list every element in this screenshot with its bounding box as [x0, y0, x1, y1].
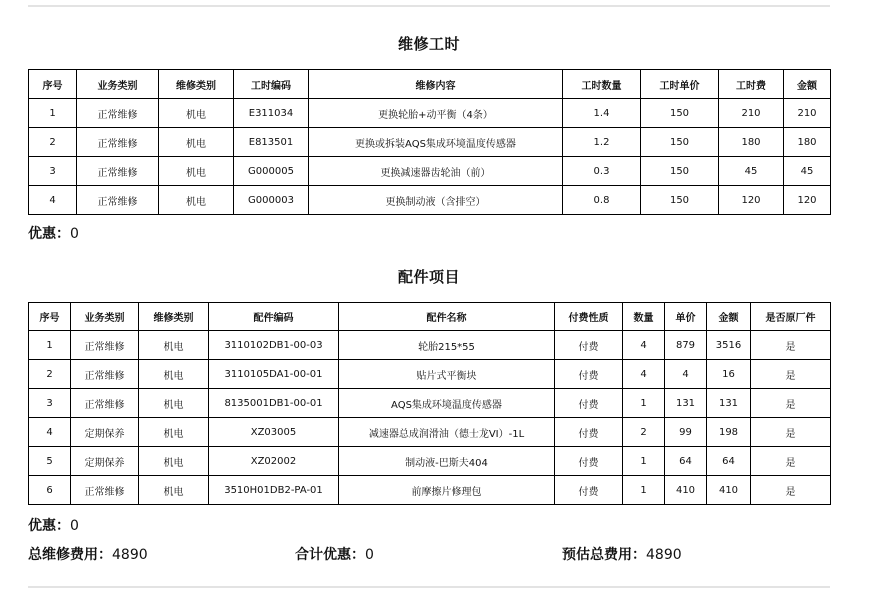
parts-table-row: [29, 360, 831, 389]
parts-table-cell: 付费: [555, 360, 623, 389]
estimated-total-label: 预估总费用：: [562, 547, 646, 563]
parts-header-row: [29, 303, 831, 331]
labor-header-cell: 工时费: [719, 70, 784, 99]
parts-table-cell: 5: [29, 447, 71, 476]
parts-table-cell: 1: [623, 476, 665, 505]
parts-table-cell: 机电: [139, 447, 209, 476]
parts-header-cell: 序号: [29, 303, 71, 331]
parts-table-cell: 8135001DB1-00-01: [209, 389, 339, 418]
parts-table-cell: 机电: [139, 389, 209, 418]
labor-table-cell: E311034: [234, 99, 309, 128]
labor-table-row: [29, 157, 831, 186]
parts-table-cell: 是: [751, 331, 831, 360]
labor-table-cell: 3: [29, 157, 77, 186]
parts-table-cell: 是: [751, 476, 831, 505]
parts-table-cell: 2: [29, 360, 71, 389]
parts-table-cell: 贴片式平衡块: [339, 360, 555, 389]
labor-table-cell: 2: [29, 128, 77, 157]
parts-table-cell: 2: [623, 418, 665, 447]
labor-table-cell: 45: [784, 157, 831, 186]
parts-discount-value: 0: [70, 518, 79, 534]
parts-discount: [28, 515, 79, 535]
labor-header-cell: 业务类别: [77, 70, 159, 99]
parts-table-cell: 付费: [555, 418, 623, 447]
labor-table-cell: 120: [784, 186, 831, 215]
labor-header-cell: 金额: [784, 70, 831, 99]
parts-table-cell: 定期保养: [71, 447, 139, 476]
labor-table-cell: 4: [29, 186, 77, 215]
labor-table-cell: 机电: [159, 157, 234, 186]
parts-header-cell: 是否原厂件: [751, 303, 831, 331]
labor-header-cell: 维修内容: [309, 70, 563, 99]
parts-table-cell: 正常维修: [71, 360, 139, 389]
bottom-divider: [28, 586, 830, 588]
labor-table-cell: 正常维修: [77, 157, 159, 186]
total-repair-label: 总维修费用：: [28, 547, 112, 563]
top-divider: [28, 5, 830, 7]
parts-table-cell: 制动液-巴斯夫404: [339, 447, 555, 476]
parts-table-cell: 4: [29, 418, 71, 447]
labor-table-row: [29, 99, 831, 128]
parts-header-cell: 付费性质: [555, 303, 623, 331]
parts-header-cell: 单价: [665, 303, 707, 331]
labor-table-cell: E813501: [234, 128, 309, 157]
labor-table-row: [29, 128, 831, 157]
labor-table-cell: 150: [641, 186, 719, 215]
labor-table-cell: 180: [784, 128, 831, 157]
labor-discount: [28, 223, 79, 243]
total-discount: [295, 544, 374, 564]
parts-table-cell: 131: [665, 389, 707, 418]
parts-table-cell: 机电: [139, 476, 209, 505]
labor-table-cell: 更换减速器齿轮油（前）: [309, 157, 563, 186]
parts-table-cell: 轮胎215*55: [339, 331, 555, 360]
labor-table-cell: 机电: [159, 186, 234, 215]
labor-table: [28, 69, 831, 215]
parts-header-cell: 业务类别: [71, 303, 139, 331]
parts-table-cell: 是: [751, 418, 831, 447]
labor-table-cell: 正常维修: [77, 99, 159, 128]
parts-table-cell: 64: [707, 447, 751, 476]
parts-table-cell: 64: [665, 447, 707, 476]
labor-header-cell: 工时编码: [234, 70, 309, 99]
labor-header-cell: 序号: [29, 70, 77, 99]
parts-discount-label: 优惠：: [28, 518, 70, 534]
labor-table-cell: 210: [719, 99, 784, 128]
parts-table-cell: 机电: [139, 360, 209, 389]
parts-table-cell: 4: [665, 360, 707, 389]
labor-table-cell: 150: [641, 128, 719, 157]
total-repair-value: 4890: [112, 547, 148, 563]
parts-table-cell: 付费: [555, 389, 623, 418]
labor-table-cell: 1: [29, 99, 77, 128]
labor-table-cell: 正常维修: [77, 186, 159, 215]
total-discount-label: 合计优惠：: [295, 547, 365, 563]
estimated-total: [562, 544, 682, 564]
parts-table-cell: 6: [29, 476, 71, 505]
parts-header-cell: 配件编码: [209, 303, 339, 331]
labor-table-cell: 1.4: [563, 99, 641, 128]
parts-table-cell: 付费: [555, 331, 623, 360]
parts-table-cell: 16: [707, 360, 751, 389]
parts-table-cell: 是: [751, 360, 831, 389]
parts-table-cell: 机电: [139, 331, 209, 360]
labor-table-cell: 0.3: [563, 157, 641, 186]
parts-table-cell: 198: [707, 418, 751, 447]
parts-table-row: [29, 331, 831, 360]
labor-table-cell: 机电: [159, 128, 234, 157]
labor-table-cell: 正常维修: [77, 128, 159, 157]
parts-header-cell: 数量: [623, 303, 665, 331]
total-repair-cost: [28, 544, 148, 564]
parts-header-cell: 维修类别: [139, 303, 209, 331]
labor-table-cell: 45: [719, 157, 784, 186]
labor-table-cell: 180: [719, 128, 784, 157]
parts-table-cell: 付费: [555, 447, 623, 476]
parts-table-cell: 正常维修: [71, 476, 139, 505]
labor-table-cell: 更换制动液（含排空）: [309, 186, 563, 215]
parts-table-cell: 1: [623, 447, 665, 476]
labor-table-cell: 120: [719, 186, 784, 215]
parts-table-cell: 机电: [139, 418, 209, 447]
labor-header-cell: 工时单价: [641, 70, 719, 99]
labor-table-row: [29, 186, 831, 215]
labor-table-cell: 机电: [159, 99, 234, 128]
labor-table-cell: 1.2: [563, 128, 641, 157]
labor-section-title: 维修工时: [397, 35, 460, 53]
parts-table-cell: 4: [623, 331, 665, 360]
labor-header-cell: 工时数量: [563, 70, 641, 99]
parts-table-cell: 正常维修: [71, 389, 139, 418]
labor-table-cell: 0.8: [563, 186, 641, 215]
parts-table-cell: XZ03005: [209, 418, 339, 447]
parts-table-cell: 4: [623, 360, 665, 389]
labor-discount-value: 0: [70, 226, 79, 242]
parts-table-cell: 付费: [555, 476, 623, 505]
parts-section-title: 配件项目: [397, 268, 460, 286]
total-discount-value: 0: [365, 547, 374, 563]
parts-table-row: [29, 476, 831, 505]
labor-table-cell: G000005: [234, 157, 309, 186]
labor-table-cell: 150: [641, 157, 719, 186]
parts-table-cell: 前摩擦片修理包: [339, 476, 555, 505]
labor-table-cell: 更换轮胎+动平衡（4条）: [309, 99, 563, 128]
parts-table-row: [29, 447, 831, 476]
labor-header-row: [29, 70, 831, 99]
parts-table-cell: 131: [707, 389, 751, 418]
parts-table-cell: 879: [665, 331, 707, 360]
parts-table-row: [29, 389, 831, 418]
parts-table-cell: 3510H01DB2-PA-01: [209, 476, 339, 505]
parts-header-cell: 金额: [707, 303, 751, 331]
parts-table-cell: AQS集成环境温度传感器: [339, 389, 555, 418]
parts-table-cell: 3: [29, 389, 71, 418]
parts-table: [28, 302, 831, 505]
parts-table-cell: 是: [751, 447, 831, 476]
labor-table-cell: 210: [784, 99, 831, 128]
parts-table-cell: 减速器总成润滑油（德士龙VI）-1L: [339, 418, 555, 447]
labor-discount-label: 优惠：: [28, 226, 70, 242]
estimated-total-value: 4890: [646, 547, 682, 563]
parts-table-cell: 1: [29, 331, 71, 360]
parts-table-cell: 是: [751, 389, 831, 418]
parts-table-cell: 3110105DA1-00-01: [209, 360, 339, 389]
parts-table-cell: 410: [707, 476, 751, 505]
parts-table-cell: 正常维修: [71, 331, 139, 360]
labor-table-cell: G000003: [234, 186, 309, 215]
labor-table-cell: 更换或拆装AQS集成环境温度传感器: [309, 128, 563, 157]
parts-table-cell: 410: [665, 476, 707, 505]
parts-table-cell: 1: [623, 389, 665, 418]
parts-header-cell: 配件名称: [339, 303, 555, 331]
parts-table-cell: 定期保养: [71, 418, 139, 447]
labor-header-cell: 维修类别: [159, 70, 234, 99]
parts-table-cell: 3516: [707, 331, 751, 360]
labor-table-cell: 150: [641, 99, 719, 128]
parts-table-cell: XZ02002: [209, 447, 339, 476]
parts-table-row: [29, 418, 831, 447]
parts-table-cell: 3110102DB1-00-03: [209, 331, 339, 360]
parts-table-cell: 99: [665, 418, 707, 447]
